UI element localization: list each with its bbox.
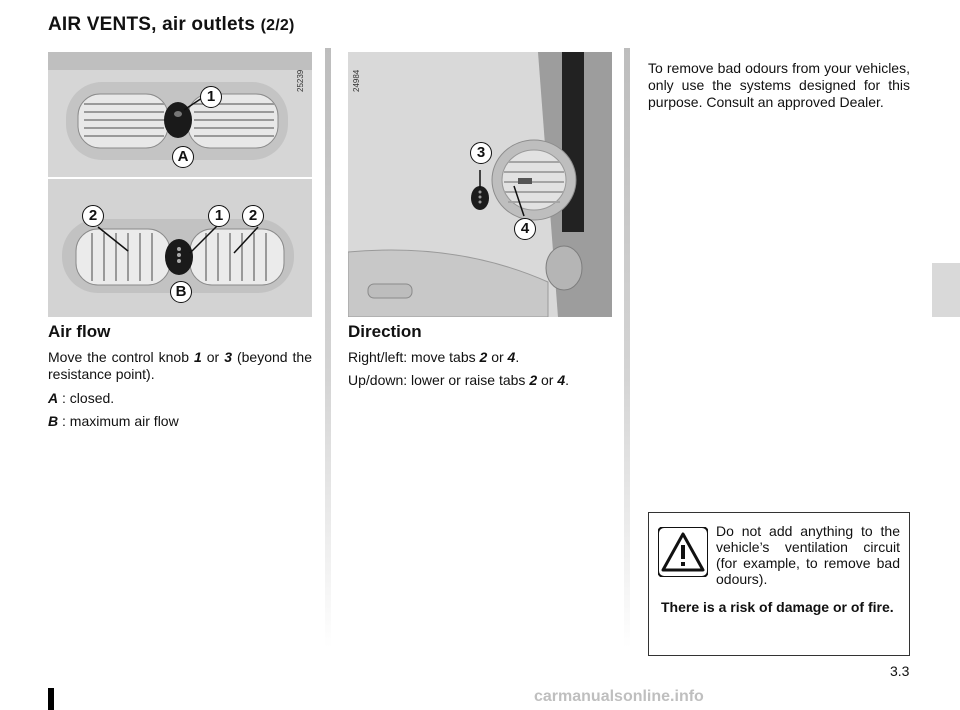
knob-number-1: 1 xyxy=(193,349,202,365)
position-b-letter: B xyxy=(48,413,59,429)
tab-number-4: 4 xyxy=(507,349,516,365)
position-a-line xyxy=(48,390,114,407)
air-flow-text-2: (beyond the resistance point). xyxy=(48,349,312,382)
direction-heading: Direction xyxy=(348,322,422,341)
callout-2-left: 2 xyxy=(82,205,104,227)
direction-line-1-or: or xyxy=(487,349,508,365)
position-b-text: : maximum air flow xyxy=(58,413,179,429)
tab-number-2: 2 xyxy=(529,372,538,388)
air-flow-instruction xyxy=(48,349,312,383)
position-b-line xyxy=(48,413,179,430)
position-a-letter: A xyxy=(48,390,59,406)
tab-number-2: 2 xyxy=(479,349,488,365)
callout-3: 3 xyxy=(470,142,492,164)
direction-line-1-text: Right/left: move tabs xyxy=(348,349,480,365)
callout-1: 1 xyxy=(200,86,222,108)
callout-4: 4 xyxy=(514,218,536,240)
warning-text: Do not add anything to the vehicle’s ventilation circuit (for example, to remove bad odours). xyxy=(716,523,900,587)
watermark: carmanualsonline.info xyxy=(534,688,704,705)
air-flow-heading: Air flow xyxy=(48,322,111,341)
page-number: 3.3 xyxy=(890,663,910,679)
callout-a: A xyxy=(172,146,194,168)
direction-line-2-end: . xyxy=(565,372,570,388)
air-flow-text-1: Move the control knob xyxy=(48,349,194,365)
warning-triangle-icon xyxy=(658,527,708,577)
odour-advice: To remove bad odours from your vehicles, only use the systems designed for this purpose. Consult an approved Dealer. xyxy=(648,60,910,110)
photo-ref-number: 25239 xyxy=(296,69,305,92)
direction-line-2 xyxy=(348,372,569,389)
photo-vent-open xyxy=(48,179,312,317)
side-vent-illustration xyxy=(348,52,612,317)
photo-vent-closed xyxy=(48,52,312,177)
direction-line-2-text: Up/down: lower or raise tabs xyxy=(348,372,530,388)
title-main: AIR VENTS, air outlets xyxy=(48,14,256,35)
air-flow-text-or: or xyxy=(201,349,225,365)
direction-line-2-or: or xyxy=(537,372,558,388)
section-tab xyxy=(932,263,960,317)
direction-line-1-end: . xyxy=(515,349,520,365)
tab-number-4: 4 xyxy=(557,372,566,388)
callout-2-right: 2 xyxy=(242,205,264,227)
column-divider-right xyxy=(624,48,630,648)
crop-mark xyxy=(48,688,54,710)
title-sub: (2/2) xyxy=(260,17,295,34)
page-title xyxy=(48,14,295,36)
warning-risk-text: There is a risk of damage or of fire. xyxy=(661,599,894,615)
position-a-text: : closed. xyxy=(58,390,115,406)
callout-b: B xyxy=(170,281,192,303)
photo-side-vent xyxy=(348,52,612,317)
photo-ref-number: 24984 xyxy=(352,69,361,92)
column-divider-left xyxy=(325,48,331,648)
callout-1: 1 xyxy=(208,205,230,227)
warning-box xyxy=(648,512,910,656)
knob-number-3: 3 xyxy=(224,349,232,365)
direction-line-1 xyxy=(348,349,519,366)
